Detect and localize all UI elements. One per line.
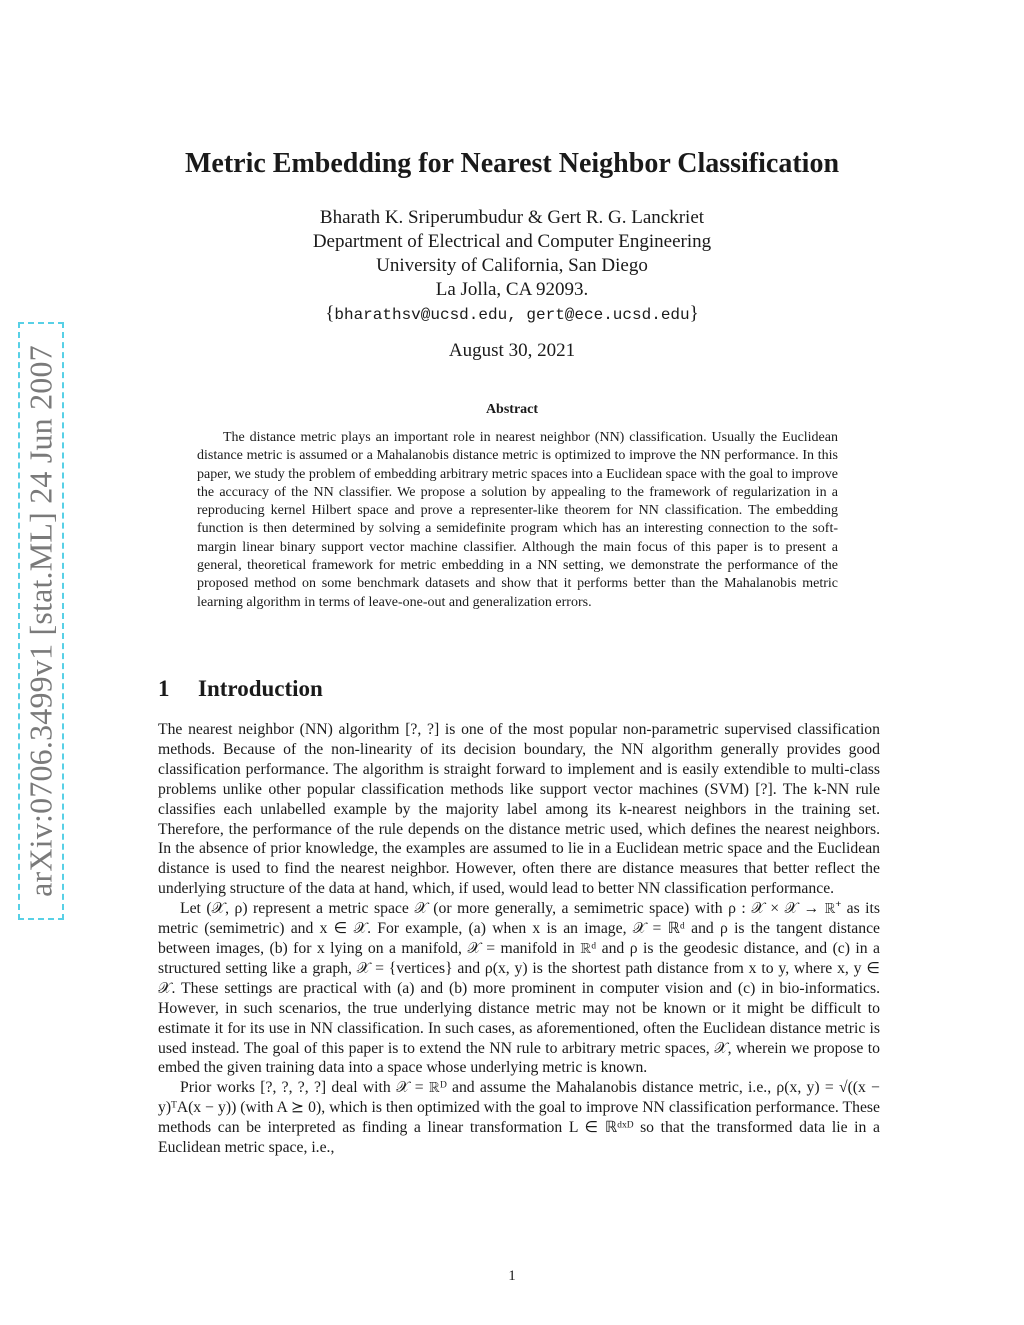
email-line [0, 302, 1024, 327]
section-number: 1 [158, 676, 170, 701]
address: La Jolla, CA 92093. [435, 279, 589, 300]
emails: bharathsv@ucsd.edu, gert@ece.ucsd.edu [334, 306, 690, 324]
paper-date: August 30, 2021 [448, 340, 576, 361]
introduction-body [158, 720, 880, 1158]
author-block [0, 206, 1024, 327]
page-number: 1 [508, 1268, 516, 1284]
section-heading [158, 676, 323, 702]
authors: Bharath K. Sriperumbudur & Gert R. G. Lanckriet [319, 207, 705, 228]
paragraph-2: Let (𝒳, ρ) represent a metric space 𝒳 (or more generally, a semimetric space) with ρ : 𝒳 × 𝒳 → ℝ⁺ as its metric (semimetric) and x ∈ 𝒳. For example, (a) when x is an image, 𝒳 = ℝᵈ and ρ is the tangent distance between images, (b) for x lying on a manifold, 𝒳 = manifold in ℝᵈ and ρ is the geodesic distance, and (c) in a structured setting like a graph, 𝒳 = {vertices} and ρ(x, y) is the shortest path distance from x to y, where x, y ∈ 𝒳. These settings are practical with (a) and (b) more prominent in computer vision and (c) in bio-informatics. However, in such scenarios, the true underlying distance metric may not be known or it might be difficult to estimate it for its use in NN classification. In such cases, as aforementioned, often the Euclidean distance metric is used instead. The goal of this paper is to extend the NN rule to arbitrary metric spaces, 𝒳, wherein we propose to embed the given training data into a space whose underlying metric is known. [158, 900, 880, 1077]
arxiv-identifier: arXiv:0706.3499v1 [stat.ML] 24 Jun 2007 [22, 345, 59, 897]
abstract-text: The distance metric plays an important role in nearest neighbor (NN) classification. Usually the Euclidean distance metric is assumed or a Mahalanobis distance metric is optimized to improve the NN performance. In this paper, we study the problem of embedding arbitrary metric spaces into a Euclidean space with the goal to improve the accuracy of the NN classifier. We propose a solution by appealing to the framework of regularization in a reproducing kernel Hilbert space and prove a representer-like theorem for NN classification. The embedding function is then determined by solving a semidefinite program which has an interesting connection to the soft-margin linear binary support vector machine classifier. Although the main focus of this paper is to present a general, theoretical framework for metric embedding in a NN setting, we demonstrate the performance of the proposed method on some benchmark datasets and show that it performs better than the Mahalanobis metric learning algorithm in terms of leave-one-out and generalization errors. [197, 430, 838, 610]
paragraph-3: Prior works [?, ?, ?, ?] deal with 𝒳 = ℝᴰ and assume the Mahalanobis distance metric, i.e., ρ(x, y) = √((x − y)ᵀA(x − y)) (with A ⪰ 0), which is then optimized with the goal to improve NN classification performance. These methods can be interpreted as finding a linear transformation L ∈ ℝᵈˣᴰ so that the transformed data lie in a Euclidean metric space, i.e., [158, 1079, 880, 1157]
section-title: Introduction [198, 676, 323, 701]
university: University of California, San Diego [376, 255, 648, 276]
close-brace: } [689, 303, 699, 324]
paper-title: Metric Embedding for Nearest Neighbor Classification [184, 148, 840, 179]
paragraph-1: The nearest neighbor (NN) algorithm [?, ?] is one of the most popular non-parametric supervised classification methods. Because of the non-linearity of its decision boundary, the NN algorithm generally provides good classification performance. The algorithm is straight forward to implement and is easily extendible to multi-class problems unlike other popular classification methods like support vector machines (SVM) [?]. The k-NN rule classifies each unlabelled example by the majority label among its k-nearest neighbors in the training set. Therefore, the performance of the rule depends on the distance metric used, which defines the nearest neighbors. In the absence of prior knowledge, the examples are assumed to lie in a Euclidean metric space and the Euclidean distance is used to find the nearest neighbor. However, often there are distance measures that better reflect the underlying structure of the data at hand, which, if used, would lead to better NN classification performance. [158, 721, 880, 898]
department: Department of Electrical and Computer Engineering [312, 231, 712, 252]
abstract-heading: Abstract [485, 402, 539, 417]
open-brace: { [325, 303, 335, 324]
